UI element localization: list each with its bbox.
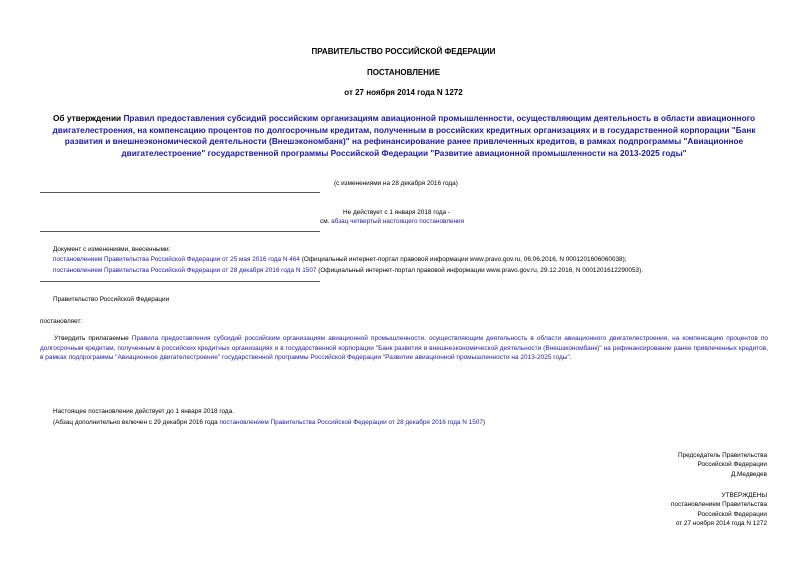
government-heading: ПРАВИТЕЛЬСТВО РОССИЙСКОЙ ФЕДЕРАЦИИ (311, 47, 496, 56)
government-line: Правительство Российской Федерации (53, 296, 170, 303)
approval-line: постановлением Правительства (671, 501, 767, 509)
signature-name: Д.Медведев (730, 470, 767, 478)
addition-link-1507[interactable]: постановлением Правительства Российской Федерации от 28 декабря 2016 года N 1507 (219, 419, 483, 426)
document-title (40, 113, 768, 159)
divider (40, 281, 320, 282)
title-prefix: Об утверждении (52, 113, 124, 123)
approval-line: от 27 ноября 2014 года N 1272 (675, 520, 767, 528)
signature-country: Российской Федерации (697, 461, 767, 469)
divider (40, 231, 320, 232)
change-item (53, 255, 627, 264)
approval-block (671, 491, 767, 529)
signature-block (678, 451, 767, 479)
change-link-464[interactable]: постановлением Правительства Российской Федерации от 25 мая 2016 года N 464 (53, 256, 300, 263)
addition-suffix: ) (482, 419, 486, 426)
amendments-note: (с изменениями на 28 декабря 2016 года) (334, 180, 458, 187)
divider (40, 192, 320, 193)
resolves-line: постановляет: (40, 318, 83, 325)
paragraph-four-link[interactable]: абзац четвертый настоящего постановления (331, 218, 465, 225)
change-source: (Официальный интернет-портал правовой информации www.pravo.gov.ru, 06.06.2016, N 0001201606060038); (299, 256, 627, 263)
addition-note (53, 418, 485, 427)
status-line: Не действует с 1 января 2018 года - (343, 209, 451, 216)
status-reference (320, 217, 464, 226)
signature-position: Председатель Правительства (678, 452, 767, 459)
approval-heading: УТВЕРЖДЕНЫ (721, 492, 767, 499)
change-link-1507[interactable]: постановлением Правительства Российской Федерации от 28 декабря 2016 года N 1507 (53, 267, 317, 274)
document-type: ПОСТАНОВЛЕНИЕ (366, 68, 441, 77)
approve-paragraph (40, 334, 768, 363)
approve-suffix: . (569, 354, 572, 362)
document-date-number: от 27 ноября 2014 года N 1272 (344, 88, 463, 97)
validity-line: Настоящее постановление действует до 1 января 2018 года. (53, 408, 234, 415)
change-source: (Официальный интернет-портал правовой информации www.pravo.gov.ru, 29.12.2016, N 0001201612290053). (316, 267, 644, 274)
status-reference-prefix: см. (320, 218, 332, 225)
approved-rules-link[interactable]: Правила предоставления субсидий российским организациям авиационной промышленности, осуществляющим деятельность в области авиационного двигателестроения, на компенсацию процентов по долгосрочным кредитам, полученным в российских кредитных организациях и в государственной корпорации "Банк развития и внешнеэкономической деятельности (Внешэкономбанк)" на рефинансирование ранее привлеченных кредитов, в рамках подпрограммы "Авиационное двигателестроение" государственной программы Российской Федерации "Развитие авиационной промышленности на 2013-2025 годы" (40, 335, 768, 362)
changes-intro: Документ с изменениями, внесенными: (53, 246, 171, 253)
title-rules-link[interactable]: Правил предоставления субсидий российским организациям авиационной промышленности, осуществляющим деятельность в области авиационного двигателестроения, на компенсацию процентов по долгосрочным кредитам, полученным в российских кредитных организациях и в государственной корпорации "Банк развития и внешнеэкономической деятельности (Внешэкономбанк)" на рефинансирование ранее привлеченных кредитов, в рамках подпрограммы "Авиационное двигателестроение" государственной программы Российской Федерации "Развитие авиационной промышленности на 2013-2025 годы" (52, 113, 756, 158)
approval-line: Российской Федерации (697, 510, 767, 518)
change-item (53, 266, 643, 275)
addition-prefix: (Абзац дополнительно включен с 29 декабря 2016 года (53, 419, 220, 426)
approve-prefix: Утвердить прилагаемые (54, 335, 132, 342)
